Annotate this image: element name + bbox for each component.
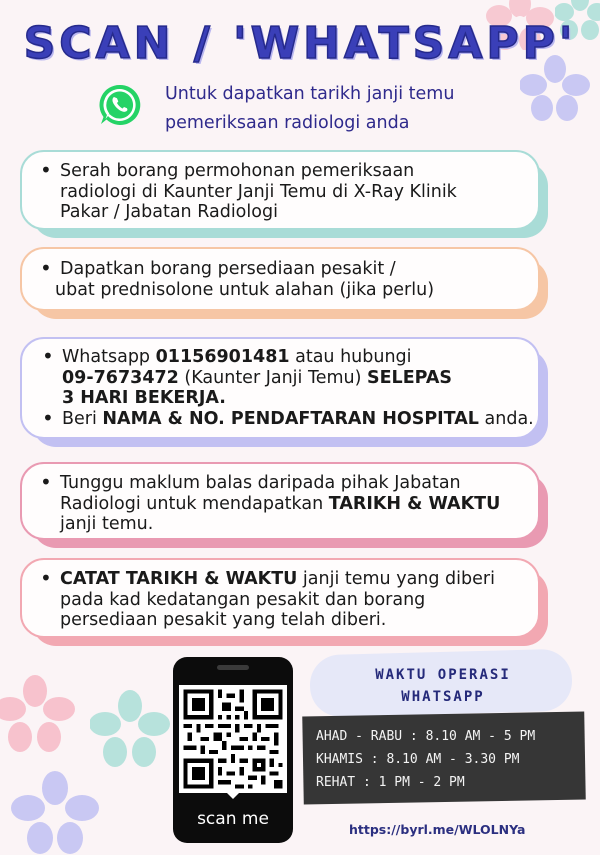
scan-pointer-icon xyxy=(225,791,241,799)
step-1-line-1: • Serah borang permohonan pemeriksaan xyxy=(60,161,415,181)
step-4-line-2-bold: TARIKH & WAKTU xyxy=(328,493,501,514)
step-card-4 xyxy=(20,462,540,540)
step-card-5 xyxy=(20,558,540,638)
step-3-after-label: SELEPAS xyxy=(366,367,453,388)
step-3-contact-text xyxy=(40,347,538,409)
step-4-line-2 xyxy=(60,494,538,515)
step-1-line-2: radiologi di Kaunter Janji Temu di X-Ray Klinik xyxy=(60,181,457,202)
operations-title-line-1: WAKTU OPERASI xyxy=(375,667,511,683)
step-1-line-3: Pakar / Jabatan Radiologi xyxy=(60,202,278,222)
step-3-or-call: atau hubungi xyxy=(289,347,412,367)
step-3-counter-label: (Kaunter Janji Temu) xyxy=(178,367,367,388)
subtitle-line-1: Untuk dapatkan tarikh janji temu xyxy=(165,84,455,104)
step-5-text xyxy=(38,569,538,631)
step-4-line-1: • Tunggu maklum balas daripada pihak Jabatan xyxy=(60,473,461,493)
step-3-provide-suffix: anda. xyxy=(478,408,534,429)
whatsapp-number: 01156901481 xyxy=(155,347,290,367)
phone-qr-frame xyxy=(173,657,293,843)
step-3-line-2 xyxy=(62,368,538,389)
step-3-provide-prefix: Beri xyxy=(62,408,103,429)
step-1-text xyxy=(38,161,538,223)
step-5-line-3: persediaan pesakit yang telah diberi. xyxy=(60,610,387,630)
step-3-whatsapp-label: Whatsapp xyxy=(62,347,156,367)
step-5-line-2: pada kad kedatangan pesakit dan borang xyxy=(60,589,426,610)
phone-speaker xyxy=(217,665,249,670)
step-5-line-1-bold: CATAT TARIKH & WAKTU xyxy=(60,569,298,589)
step-4-text xyxy=(38,473,538,535)
qr-code[interactable] xyxy=(179,685,287,793)
step-2-line-2: ubat prednisolone untuk alahan (jika perlu) xyxy=(55,279,435,300)
subtitle-line-2: pemeriksaan radiologi anda xyxy=(165,113,410,133)
operations-title-line-2: WHATSAPP xyxy=(401,689,485,705)
hours-row-thu: KHAMIS : 8.10 AM - 3.30 PM xyxy=(316,752,520,767)
step-3-line-1 xyxy=(62,347,538,368)
step-2-line-1: • Dapatkan borang persediaan pesakit / xyxy=(60,259,396,279)
scan-me-label: scan me xyxy=(197,809,269,829)
phone-number: 09-7673472 xyxy=(62,367,179,388)
step-card-2 xyxy=(20,247,540,311)
step-2-text xyxy=(38,259,538,300)
poster-title: SCAN / 'WHATSAPP' xyxy=(23,18,577,69)
operations-title xyxy=(318,664,568,708)
step-4-line-2-text: Radiologi untuk mendapatkan xyxy=(60,493,329,514)
step-3-working-days: 3 HARI BEKERJA. xyxy=(62,388,226,408)
step-3-provide-bold: NAMA & NO. PENDAFTARAN HOSPITAL xyxy=(102,408,479,429)
step-card-1 xyxy=(20,150,540,230)
short-url-link[interactable]: https://byrl.me/WLOLNYa xyxy=(349,822,526,837)
step-3-provide-text xyxy=(40,409,538,430)
step-card-3 xyxy=(20,337,540,439)
step-5-line-1 xyxy=(60,569,538,590)
step-5-line-1-text: janji temu yang diberi xyxy=(297,569,495,589)
step-3-line-3 xyxy=(62,388,538,409)
step-4-line-3: janji temu. xyxy=(60,514,154,534)
hours-row-sun-wed: AHAD - RABU : 8.10 AM - 5 PM xyxy=(316,729,536,744)
hours-row-break: REHAT : 1 PM - 2 PM xyxy=(316,775,465,790)
